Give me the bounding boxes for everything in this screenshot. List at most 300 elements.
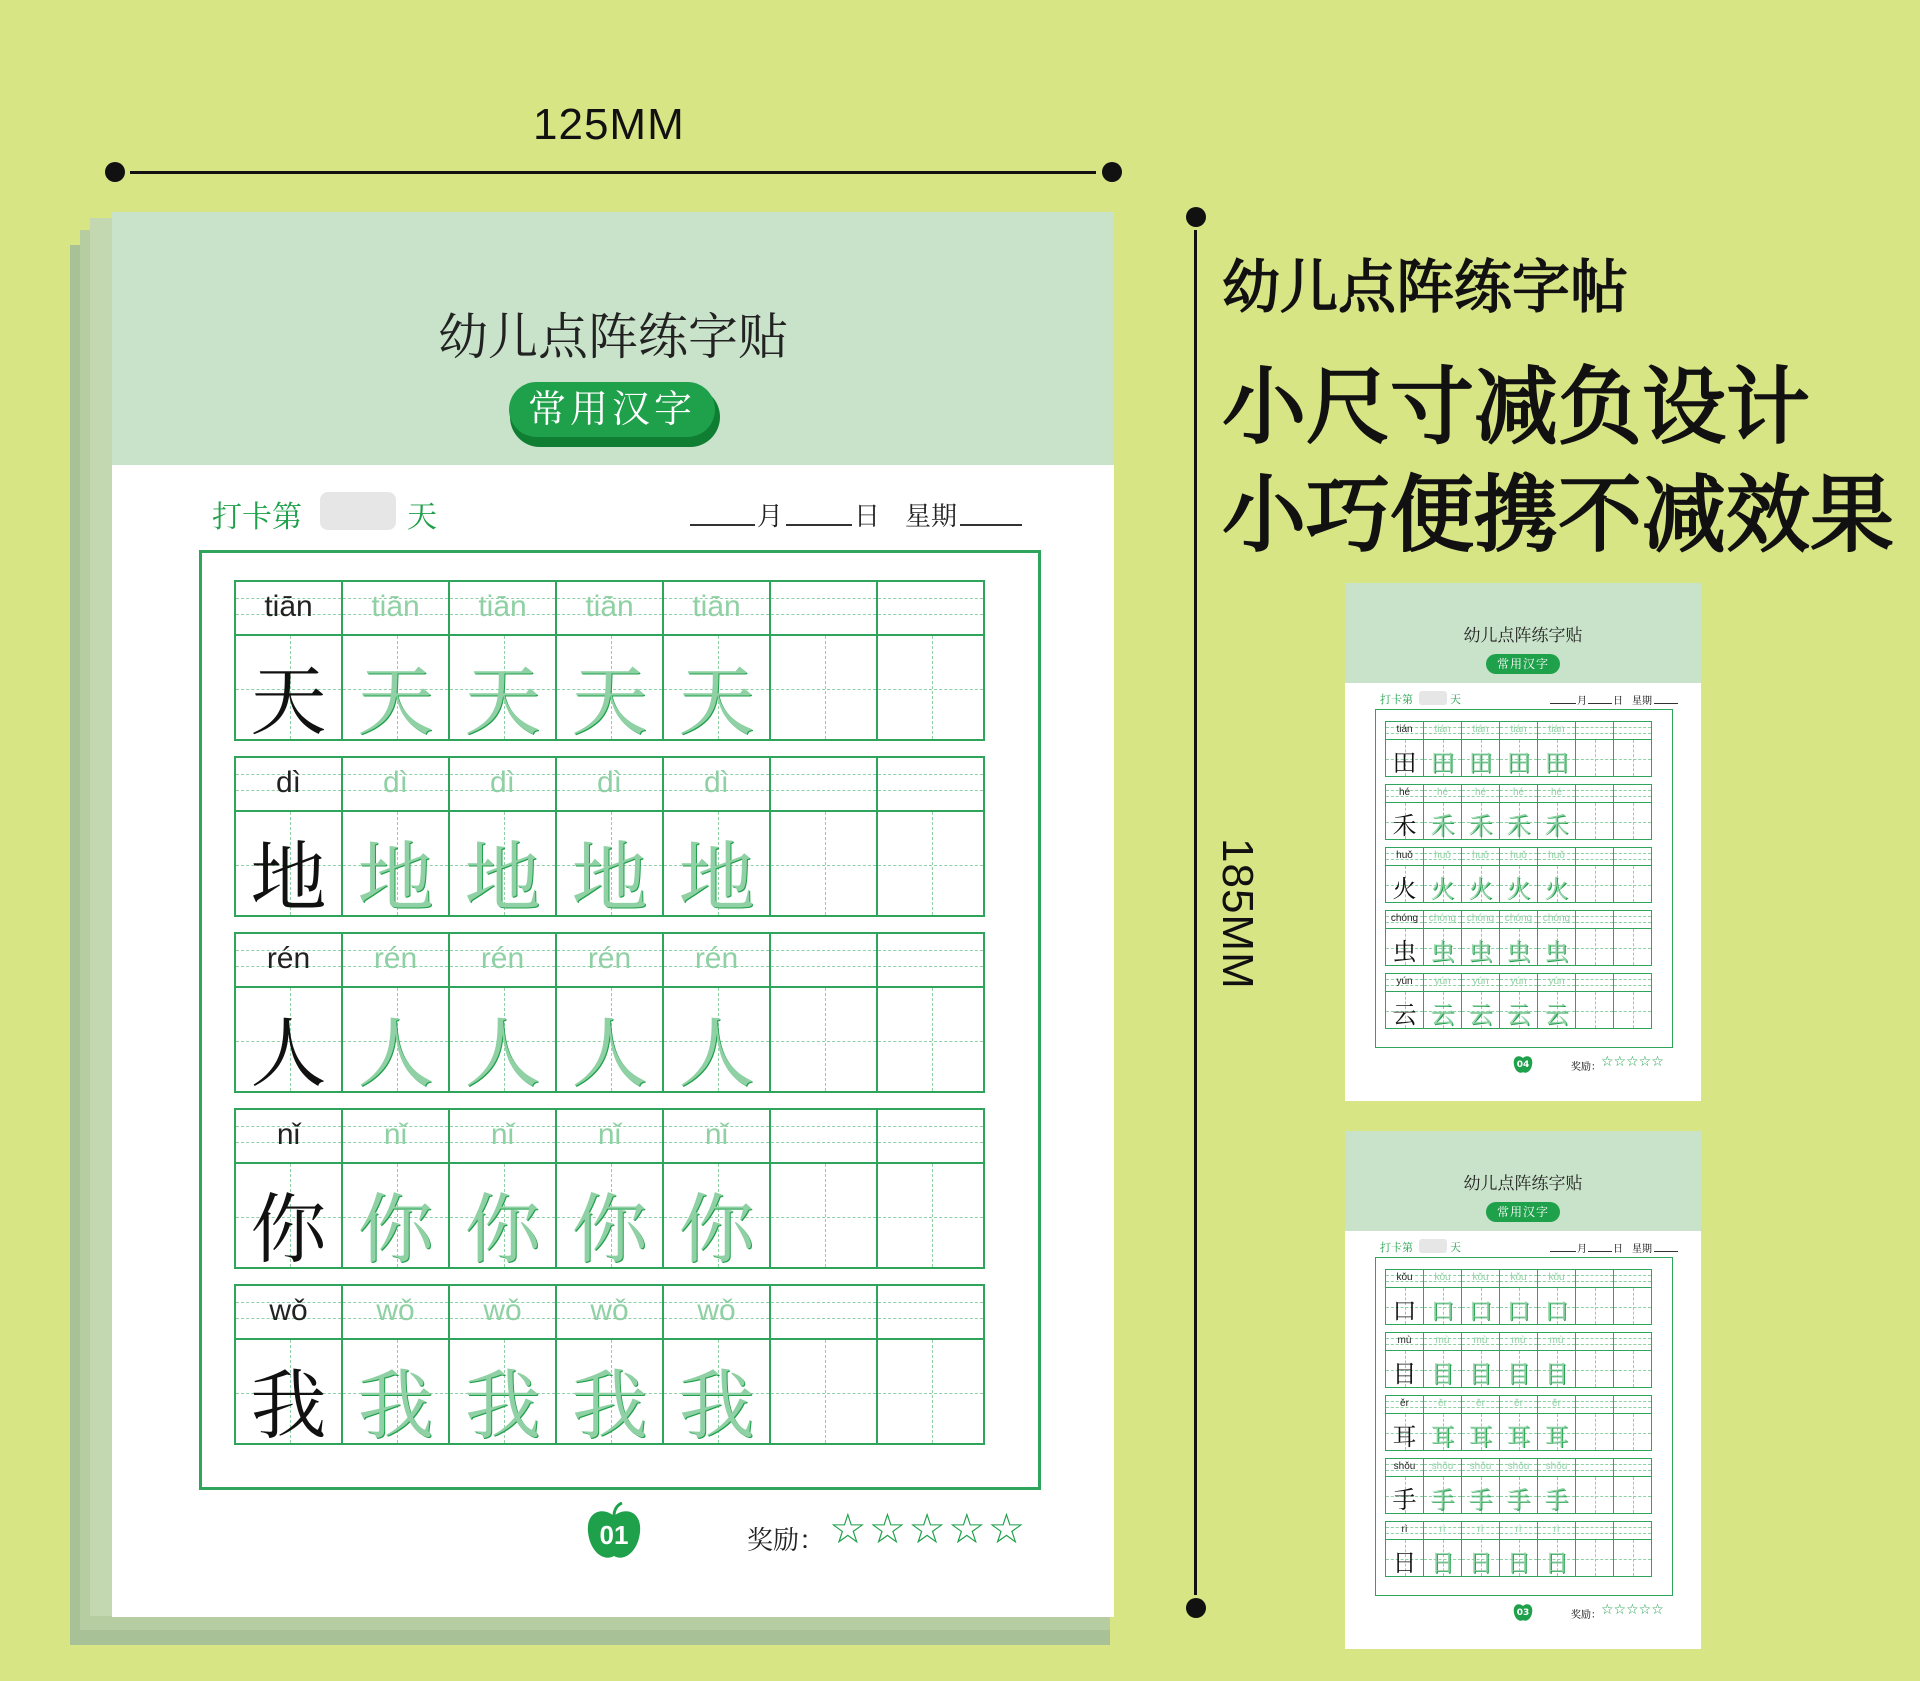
- practice-row: [1385, 1269, 1651, 1324]
- guide-line: [878, 865, 983, 866]
- trace-cell[interactable]: [1461, 1539, 1500, 1577]
- pinyin-cell[interactable]: [341, 1108, 450, 1164]
- date-month-blank[interactable]: [1550, 703, 1576, 704]
- pinyin-cell[interactable]: [1461, 721, 1500, 740]
- pinyin-text: rén: [266, 942, 311, 975]
- pinyin-text: yún: [1472, 976, 1489, 987]
- pinyin-cell[interactable]: [1575, 1395, 1614, 1414]
- pinyin-cell[interactable]: [1461, 784, 1500, 803]
- trace-cell[interactable]: [448, 986, 557, 1098]
- trace-cell[interactable]: [876, 986, 985, 1093]
- pinyin-cell[interactable]: [1537, 784, 1576, 803]
- trace-cell[interactable]: [1575, 928, 1614, 966]
- trace-character: 虫: [1430, 938, 1455, 966]
- pinyin-cell[interactable]: [1423, 721, 1462, 740]
- date-weekday: 星期: [1632, 696, 1652, 707]
- pinyin-cell: [1385, 973, 1424, 992]
- trace-cell[interactable]: [876, 1162, 985, 1269]
- pinyin-cell[interactable]: [1537, 1458, 1576, 1477]
- trace-cell[interactable]: [662, 810, 771, 922]
- trace-cell[interactable]: [1575, 991, 1614, 1029]
- pinyin-cell[interactable]: [769, 580, 878, 636]
- pinyin-cell[interactable]: [662, 932, 771, 988]
- pinyin-cell[interactable]: [1423, 1458, 1462, 1477]
- pinyin-cell[interactable]: [1613, 1395, 1652, 1414]
- main-workbook-page: [112, 212, 1114, 1617]
- trace-cell[interactable]: [1575, 802, 1614, 840]
- trace-character: 目: [1506, 1360, 1531, 1388]
- trace-character: 田: [1468, 749, 1493, 777]
- pinyin-cell[interactable]: [1575, 784, 1614, 803]
- trace-character: 日: [1468, 1549, 1493, 1577]
- guide-line: [825, 988, 826, 1091]
- pinyin-text: chóng: [1542, 913, 1571, 924]
- date-weekday-blank[interactable]: [1654, 1251, 1678, 1252]
- guide-line: [1614, 1464, 1651, 1465]
- pinyin-cell[interactable]: [1575, 1332, 1614, 1351]
- guide-line: [1576, 1433, 1613, 1434]
- pinyin-text: ěr: [1438, 1398, 1447, 1409]
- trace-cell[interactable]: [555, 986, 664, 1098]
- pinyin-cell[interactable]: [1461, 910, 1500, 929]
- date-month: 月: [1577, 1244, 1587, 1255]
- checkin-prefix: 打卡第: [1380, 693, 1413, 706]
- pinyin-cell[interactable]: [1537, 1269, 1576, 1288]
- trace-cell[interactable]: [555, 634, 664, 746]
- checkin-day-box[interactable]: [320, 492, 396, 530]
- trace-cell[interactable]: [1499, 1350, 1538, 1388]
- trace-cell[interactable]: [1423, 1413, 1462, 1451]
- trace-cell[interactable]: [1575, 1413, 1614, 1451]
- trace-cell[interactable]: [1461, 1287, 1500, 1325]
- trace-character: 人: [464, 1009, 541, 1098]
- trace-cell[interactable]: [1613, 1350, 1652, 1388]
- guide-line: [1576, 979, 1613, 980]
- pinyin-cell[interactable]: [662, 756, 771, 812]
- trace-cell[interactable]: [1537, 1287, 1576, 1325]
- guide-line: [932, 812, 933, 915]
- trace-cell[interactable]: [1537, 802, 1576, 840]
- pinyin-cell[interactable]: [769, 1108, 878, 1164]
- guide-line: [771, 966, 876, 967]
- trace-cell[interactable]: [1461, 1413, 1500, 1451]
- trace-cell[interactable]: [1461, 928, 1500, 966]
- guide-line: [1576, 1011, 1613, 1012]
- pinyin-cell[interactable]: [341, 1284, 450, 1340]
- trace-cell[interactable]: [1575, 1539, 1614, 1577]
- trace-cell[interactable]: [1537, 991, 1576, 1029]
- date-weekday-blank[interactable]: [1654, 703, 1678, 704]
- guide-line: [878, 790, 983, 791]
- reward-stars[interactable]: ☆☆☆☆☆: [829, 1504, 1028, 1553]
- pinyin-text: dì: [596, 766, 623, 799]
- trace-cell[interactable]: [1613, 991, 1652, 1029]
- pinyin-cell[interactable]: [555, 756, 664, 812]
- pinyin-cell[interactable]: [555, 932, 664, 988]
- pinyin-text: wǒ: [697, 1294, 736, 1327]
- guide-line: [825, 812, 826, 915]
- model-character: 人: [250, 1009, 327, 1098]
- pinyin-cell[interactable]: [1575, 1269, 1614, 1288]
- pinyin-cell[interactable]: [1423, 784, 1462, 803]
- pinyin-cell[interactable]: [1423, 973, 1462, 992]
- pinyin-cell[interactable]: [1499, 1458, 1538, 1477]
- trace-character: 口: [1468, 1297, 1493, 1325]
- pinyin-text: tiān: [478, 590, 527, 623]
- pinyin-cell[interactable]: [341, 756, 450, 812]
- pinyin-cell[interactable]: [1575, 973, 1614, 992]
- guide-line: [878, 966, 983, 967]
- pinyin-text: huǒ: [1548, 850, 1565, 861]
- trace-cell[interactable]: [341, 634, 450, 746]
- trace-cell[interactable]: [1537, 1539, 1576, 1577]
- date-month: 月: [757, 502, 784, 532]
- pinyin-cell[interactable]: [1537, 1521, 1576, 1540]
- pinyin-cell[interactable]: [341, 580, 450, 636]
- pinyin-cell[interactable]: [1537, 1395, 1576, 1414]
- guide-line: [1576, 948, 1613, 949]
- pinyin-cell[interactable]: [876, 1284, 985, 1340]
- pinyin-cell[interactable]: [1537, 721, 1576, 740]
- trace-cell[interactable]: [1537, 1350, 1576, 1388]
- pinyin-cell[interactable]: [448, 1108, 557, 1164]
- guide-line: [878, 598, 983, 599]
- guide-line: [771, 598, 876, 599]
- guide-line: [1576, 796, 1613, 797]
- pinyin-cell[interactable]: [1423, 1521, 1462, 1540]
- trace-cell[interactable]: [341, 1162, 450, 1274]
- trace-cell[interactable]: [1423, 991, 1462, 1029]
- guide-line: [1576, 853, 1613, 854]
- pinyin-text: rì: [1401, 1524, 1408, 1535]
- guide-line: [932, 636, 933, 739]
- trace-cell[interactable]: [1613, 928, 1652, 966]
- pinyin-cell[interactable]: [662, 580, 771, 636]
- pinyin-cell[interactable]: [662, 1284, 771, 1340]
- trace-cell[interactable]: [341, 810, 450, 922]
- pinyin-cell[interactable]: [1499, 973, 1538, 992]
- trace-cell[interactable]: [1575, 865, 1614, 903]
- model-character: 虫: [1392, 938, 1417, 966]
- date-day-blank[interactable]: [1588, 703, 1612, 704]
- trace-cell[interactable]: [341, 1338, 450, 1450]
- trace-cell[interactable]: [1575, 1476, 1614, 1514]
- pinyin-cell: [1385, 1521, 1424, 1540]
- trace-character: 禾: [1544, 812, 1569, 840]
- trace-cell[interactable]: [1499, 1539, 1538, 1577]
- trace-cell[interactable]: [876, 1338, 985, 1445]
- trace-cell[interactable]: [1613, 865, 1652, 903]
- trace-cell[interactable]: [1461, 1476, 1500, 1514]
- trace-cell[interactable]: [448, 810, 557, 922]
- trace-character: 人: [571, 1009, 648, 1098]
- trace-cell[interactable]: [1613, 1287, 1652, 1325]
- pinyin-text: tián: [1472, 724, 1489, 735]
- pinyin-cell[interactable]: [448, 756, 557, 812]
- pinyin-cell[interactable]: [1461, 1269, 1500, 1288]
- reward-stars[interactable]: ☆☆☆☆☆: [1601, 1602, 1664, 1618]
- pinyin-cell[interactable]: [1575, 847, 1614, 866]
- trace-cell[interactable]: [662, 1162, 771, 1274]
- pinyin-cell[interactable]: [555, 580, 664, 636]
- trace-cell[interactable]: [1499, 802, 1538, 840]
- practice-row: [1385, 721, 1651, 776]
- trace-cell[interactable]: [448, 1338, 557, 1450]
- pinyin-cell[interactable]: [341, 932, 450, 988]
- trace-cell[interactable]: [555, 810, 664, 922]
- trace-cell[interactable]: [448, 1162, 557, 1274]
- trace-cell[interactable]: [555, 1338, 664, 1450]
- trace-cell[interactable]: [769, 810, 878, 917]
- pinyin-cell[interactable]: [1461, 1332, 1500, 1351]
- date-weekday-blank[interactable]: [960, 524, 1022, 526]
- pinyin-cell[interactable]: [1613, 973, 1652, 992]
- trace-cell[interactable]: [1537, 1413, 1576, 1451]
- trace-cell[interactable]: [1499, 928, 1538, 966]
- pinyin-text: shǒu: [1507, 1461, 1530, 1472]
- trace-character: 我: [357, 1361, 434, 1450]
- page-number: 04: [1516, 1060, 1530, 1070]
- trace-character: 耳: [1544, 1423, 1569, 1451]
- pinyin-cell[interactable]: [1423, 1269, 1462, 1288]
- practice-row: [1385, 1332, 1651, 1387]
- guide-line: [1614, 1496, 1651, 1497]
- trace-cell[interactable]: [1575, 739, 1614, 777]
- guide-line: [771, 1142, 876, 1143]
- trace-cell[interactable]: [662, 1338, 771, 1450]
- pinyin-cell[interactable]: [769, 932, 878, 988]
- model-character: 耳: [1392, 1423, 1417, 1451]
- pinyin-cell[interactable]: [876, 580, 985, 636]
- pinyin-cell[interactable]: [1537, 973, 1576, 992]
- trace-character: 你: [357, 1185, 434, 1274]
- practice-row: [234, 1284, 983, 1450]
- pinyin-cell[interactable]: [876, 1108, 985, 1164]
- pinyin-cell[interactable]: [555, 1284, 664, 1340]
- trace-cell[interactable]: [1613, 739, 1652, 777]
- trace-cell[interactable]: [662, 634, 771, 746]
- trace-cell[interactable]: [1499, 865, 1538, 903]
- checkin-day-box[interactable]: [1419, 691, 1447, 705]
- pinyin-cell[interactable]: [1499, 910, 1538, 929]
- trace-cell[interactable]: [1499, 1413, 1538, 1451]
- pinyin-text: kǒu: [1548, 1272, 1565, 1283]
- guide-line: [1614, 727, 1651, 728]
- trace-cell[interactable]: [1613, 1413, 1652, 1451]
- pinyin-cell[interactable]: [1613, 1521, 1652, 1540]
- guide-line: [771, 950, 876, 951]
- pinyin-cell[interactable]: [1499, 721, 1538, 740]
- date-month-blank[interactable]: [1550, 1251, 1576, 1252]
- pinyin-text: shǒu: [1545, 1461, 1568, 1472]
- trace-cell[interactable]: [1423, 739, 1462, 777]
- pinyin-cell[interactable]: [1537, 847, 1576, 866]
- pinyin-cell: [234, 756, 343, 812]
- pinyin-cell[interactable]: [876, 932, 985, 988]
- trace-cell[interactable]: [1461, 739, 1500, 777]
- date-day: 日: [1613, 696, 1623, 707]
- pinyin-cell[interactable]: [1499, 1395, 1538, 1414]
- trace-character: 你: [678, 1185, 755, 1274]
- trace-cell[interactable]: [1537, 1476, 1576, 1514]
- pinyin-cell: [1385, 1395, 1424, 1414]
- trace-cell[interactable]: [1575, 1350, 1614, 1388]
- pinyin-cell[interactable]: [448, 1284, 557, 1340]
- trace-character: 我: [571, 1361, 648, 1450]
- pinyin-cell[interactable]: [1613, 847, 1652, 866]
- trace-character: 天: [678, 657, 755, 746]
- trace-cell[interactable]: [1499, 739, 1538, 777]
- trace-cell[interactable]: [662, 986, 771, 1098]
- pinyin-cell[interactable]: [1461, 973, 1500, 992]
- pinyin-cell[interactable]: [1575, 1521, 1614, 1540]
- guide-line: [1614, 759, 1651, 760]
- pinyin-cell[interactable]: [1461, 1395, 1500, 1414]
- trace-cell[interactable]: [1423, 1287, 1462, 1325]
- page-number: 03: [1516, 1608, 1530, 1618]
- trace-cell[interactable]: [1575, 1287, 1614, 1325]
- pinyin-cell[interactable]: [1423, 1332, 1462, 1351]
- pinyin-cell[interactable]: [1461, 1458, 1500, 1477]
- trace-cell[interactable]: [1613, 1476, 1652, 1514]
- model-character: 手: [1392, 1486, 1417, 1514]
- model-character-cell: [234, 810, 343, 922]
- pinyin-cell[interactable]: [1499, 1521, 1538, 1540]
- trace-cell[interactable]: [1613, 1539, 1652, 1577]
- trace-cell[interactable]: [1499, 991, 1538, 1029]
- trace-cell[interactable]: [876, 634, 985, 741]
- pinyin-cell[interactable]: [1613, 784, 1652, 803]
- page-title: 幼儿点阵练字贴: [438, 308, 788, 366]
- date-month-blank[interactable]: [690, 524, 755, 526]
- pinyin-cell[interactable]: [448, 932, 557, 988]
- pinyin-text: hé: [1436, 787, 1449, 798]
- model-character: 日: [1392, 1549, 1417, 1577]
- trace-cell[interactable]: [1423, 1476, 1462, 1514]
- trace-character: 耳: [1506, 1423, 1531, 1451]
- practice-row: [1385, 784, 1651, 839]
- trace-cell[interactable]: [555, 1162, 664, 1274]
- trace-cell[interactable]: [1461, 991, 1500, 1029]
- pinyin-text: rì: [1439, 1524, 1446, 1535]
- trace-character: 火: [1430, 875, 1455, 903]
- guide-line: [1576, 1559, 1613, 1560]
- pinyin-text: tián: [1548, 724, 1565, 735]
- pinyin-cell: [1385, 721, 1424, 740]
- model-character: 禾: [1392, 812, 1417, 840]
- pinyin-cell[interactable]: [1575, 721, 1614, 740]
- pinyin-text: yún: [1510, 976, 1527, 987]
- trace-cell[interactable]: [1537, 928, 1576, 966]
- pinyin-cell[interactable]: [1499, 1269, 1538, 1288]
- pinyin-cell[interactable]: [876, 756, 985, 812]
- trace-character: 虫: [1506, 938, 1531, 966]
- trace-cell[interactable]: [1537, 865, 1576, 903]
- practice-row: [1385, 910, 1651, 965]
- trace-character: 火: [1544, 875, 1569, 903]
- pinyin-cell[interactable]: [1537, 910, 1576, 929]
- trace-cell[interactable]: [1461, 802, 1500, 840]
- guide-line: [878, 1217, 983, 1218]
- trace-character: 虫: [1468, 938, 1493, 966]
- pinyin-cell[interactable]: [555, 1108, 664, 1164]
- pinyin-cell[interactable]: [1423, 910, 1462, 929]
- trace-cell[interactable]: [1613, 802, 1652, 840]
- trace-cell[interactable]: [1423, 1539, 1462, 1577]
- trace-cell[interactable]: [876, 810, 985, 917]
- pinyin-cell[interactable]: [1423, 847, 1462, 866]
- pinyin-cell[interactable]: [1613, 1332, 1652, 1351]
- pinyin-cell[interactable]: [1613, 1458, 1652, 1477]
- trace-cell[interactable]: [1423, 865, 1462, 903]
- pinyin-cell[interactable]: [662, 1108, 771, 1164]
- trace-cell[interactable]: [1499, 1287, 1538, 1325]
- pinyin-cell[interactable]: [448, 580, 557, 636]
- reward-label: 奖励：: [1571, 1062, 1601, 1073]
- trace-cell[interactable]: [769, 1338, 878, 1445]
- trace-cell[interactable]: [1423, 928, 1462, 966]
- trace-cell[interactable]: [1499, 1476, 1538, 1514]
- model-character: 天: [250, 657, 327, 746]
- model-character: 火: [1392, 875, 1417, 903]
- guide-line: [878, 1041, 983, 1042]
- trace-cell[interactable]: [1537, 739, 1576, 777]
- pinyin-cell[interactable]: [1461, 847, 1500, 866]
- trace-cell[interactable]: [1461, 865, 1500, 903]
- pinyin-cell[interactable]: [1423, 1395, 1462, 1414]
- trace-character: 云: [1468, 1001, 1493, 1029]
- trace-cell[interactable]: [1461, 1350, 1500, 1388]
- pinyin-cell[interactable]: [1537, 1332, 1576, 1351]
- trace-cell[interactable]: [769, 986, 878, 1093]
- trace-cell[interactable]: [769, 1162, 878, 1269]
- date-day-blank[interactable]: [1588, 1251, 1612, 1252]
- pinyin-cell[interactable]: [1613, 910, 1652, 929]
- guide-line: [1576, 1338, 1613, 1339]
- reward-stars[interactable]: ☆☆☆☆☆: [1601, 1054, 1664, 1070]
- practice-row: [234, 580, 983, 746]
- checkin-suffix: 天: [1450, 1241, 1461, 1254]
- pinyin-text: tiān: [264, 590, 313, 623]
- trace-cell[interactable]: [1423, 1350, 1462, 1388]
- pinyin-cell[interactable]: [769, 756, 878, 812]
- trace-cell[interactable]: [448, 634, 557, 746]
- checkin-day-box[interactable]: [1419, 1239, 1447, 1253]
- trace-character: 手: [1430, 1486, 1455, 1514]
- guide-line: [1614, 853, 1651, 854]
- pinyin-cell[interactable]: [1499, 847, 1538, 866]
- pinyin-cell[interactable]: [1613, 721, 1652, 740]
- guide-line: [1576, 916, 1613, 917]
- pinyin-cell[interactable]: [1575, 1458, 1614, 1477]
- pinyin-cell[interactable]: [1575, 910, 1614, 929]
- pinyin-cell[interactable]: [1461, 1521, 1500, 1540]
- trace-character: 地: [571, 833, 648, 922]
- date-day-blank[interactable]: [786, 524, 852, 526]
- guide-line: [771, 774, 876, 775]
- trace-cell[interactable]: [769, 634, 878, 741]
- pinyin-text: hé: [1474, 787, 1487, 798]
- guide-line: [1614, 1470, 1651, 1471]
- pinyin-cell[interactable]: [1499, 784, 1538, 803]
- pinyin-cell[interactable]: [1499, 1332, 1538, 1351]
- guide-line: [1614, 1533, 1651, 1534]
- guide-line: [1614, 1307, 1651, 1308]
- pinyin-cell[interactable]: [1613, 1269, 1652, 1288]
- trace-cell[interactable]: [1423, 802, 1462, 840]
- trace-cell[interactable]: [341, 986, 450, 1098]
- pinyin-cell[interactable]: [769, 1284, 878, 1340]
